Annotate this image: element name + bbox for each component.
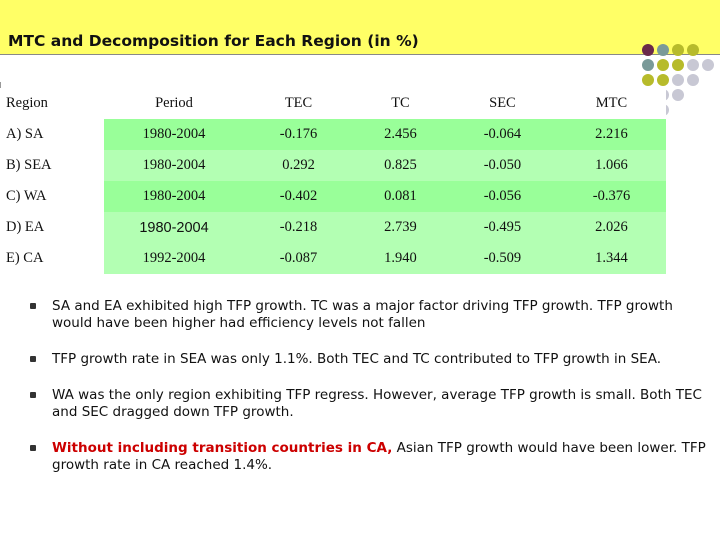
table-header-row: [0, 88, 666, 119]
slide-title: MTC and Decomposition for Each Region (in %): [8, 32, 419, 50]
bullet-text: SA and EA exhibited high TFP growth. TC was a major factor driving TFP growth. TFP growth would have been higher had efficiency levels not fallen: [52, 298, 673, 331]
column-header-mtc: MTC: [557, 88, 666, 119]
region-cell: B) SEA: [0, 150, 104, 181]
region-cell: E) CA: [0, 243, 104, 274]
column-header-period: Period: [104, 88, 244, 119]
table-row: [0, 119, 666, 150]
sec-cell: -0.509: [448, 243, 557, 274]
tc-cell: 2.456: [353, 119, 448, 150]
bullet-text: TFP growth rate in SEA was only 1.1%. Both TEC and TC contributed to TFP growth in SEA.: [52, 351, 661, 367]
bullet-text: Asian TFP growth would have been lower. TFP growth rate in CA reached 1.4%.: [52, 440, 706, 473]
tec-cell: -0.218: [244, 212, 353, 243]
list-item: [30, 351, 710, 368]
decor-dot: [642, 59, 654, 71]
list-item: [30, 387, 710, 421]
mtc-cell: 1.066: [557, 150, 666, 181]
table-row: [0, 243, 666, 274]
table-row: [0, 181, 666, 212]
sec-cell: -0.056: [448, 181, 557, 212]
tec-cell: 0.292: [244, 150, 353, 181]
tec-cell: -0.087: [244, 243, 353, 274]
period-cell: 1980-2004: [104, 150, 244, 181]
decor-dot: [642, 74, 654, 86]
bullet-icon: [30, 445, 36, 451]
tec-cell: -0.402: [244, 181, 353, 212]
column-header-tc: TC: [353, 88, 448, 119]
decomposition-table: [0, 88, 666, 274]
decor-dot: [687, 59, 699, 71]
period-cell: 1980-2004: [104, 181, 244, 212]
mtc-cell: 2.026: [557, 212, 666, 243]
column-header-sec: SEC: [448, 88, 557, 119]
region-cell: D) EA: [0, 212, 104, 243]
sec-cell: -0.050: [448, 150, 557, 181]
table-row: [0, 212, 666, 243]
decor-dot: [672, 59, 684, 71]
bullet-icon: [30, 356, 36, 362]
bullet-text: WA was the only region exhibiting TFP regress. However, average TFP growth is small. Both TEC and SEC dragged down TFP growth.: [52, 387, 702, 420]
bullet-icon: [30, 303, 36, 309]
bullet-icon: [30, 392, 36, 398]
column-header-tec: TEC: [244, 88, 353, 119]
region-cell: C) WA: [0, 181, 104, 212]
period-cell: 1980-2004: [104, 212, 244, 243]
list-item: [30, 298, 710, 332]
tc-cell: 2.739: [353, 212, 448, 243]
findings-list: [30, 298, 710, 493]
title-divider: [0, 54, 720, 55]
tc-cell: 0.825: [353, 150, 448, 181]
tec-cell: -0.176: [244, 119, 353, 150]
decor-dot: [657, 74, 669, 86]
region-cell: A) SA: [0, 119, 104, 150]
mtc-cell: 1.344: [557, 243, 666, 274]
tc-cell: 0.081: [353, 181, 448, 212]
period-cell: 1992-2004: [104, 243, 244, 274]
bullet-highlight-text: Without including transition countries in CA,: [52, 440, 393, 456]
mtc-cell: -0.376: [557, 181, 666, 212]
column-header-region: Region: [0, 88, 104, 119]
decor-dot: [702, 59, 714, 71]
decor-dot: [657, 59, 669, 71]
period-cell: 1980-2004: [104, 119, 244, 150]
decor-dot: [687, 74, 699, 86]
sec-cell: -0.064: [448, 119, 557, 150]
decor-dot: [657, 44, 669, 56]
table-row: [0, 150, 666, 181]
decor-dot: [672, 74, 684, 86]
list-item: [30, 440, 710, 474]
decor-dot: [642, 44, 654, 56]
decor-dot: [672, 89, 684, 101]
mtc-cell: 2.216: [557, 119, 666, 150]
decor-dot: [687, 44, 699, 56]
decor-dot: [672, 44, 684, 56]
sec-cell: -0.495: [448, 212, 557, 243]
tc-cell: 1.940: [353, 243, 448, 274]
